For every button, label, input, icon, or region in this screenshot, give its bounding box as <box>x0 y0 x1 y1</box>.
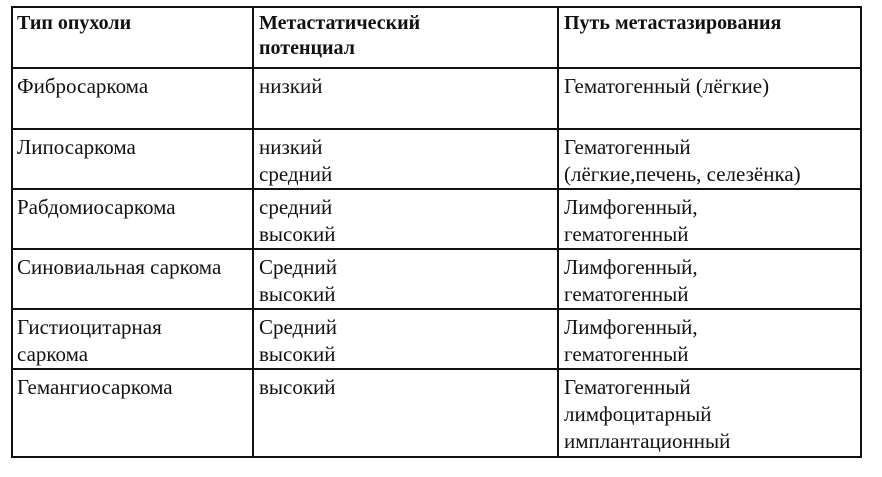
table-row <box>13 190 860 250</box>
table-row <box>13 130 860 190</box>
table-header-row <box>13 8 860 69</box>
metastatic-potential-cell: Средний высокий <box>254 310 559 368</box>
metastasis-route-cell: Лимфогенный, гематогенный <box>564 255 698 306</box>
tumor-type-cell: Синовиальная саркома <box>13 250 254 308</box>
tumor-type-cell: Липосаркома <box>13 130 254 188</box>
table-row <box>13 69 860 130</box>
header-metastatic-potential: Метастатический потенциал <box>254 8 559 67</box>
table-row <box>13 250 860 310</box>
table-row <box>13 370 860 456</box>
metastatic-potential-cell: низкий <box>254 69 559 128</box>
tumor-type-cell: Гемангиосаркома <box>13 370 254 456</box>
metastatic-potential-cell: высокий <box>254 370 559 456</box>
metastasis-route-cell: Лимфогенный, гематогенный <box>564 195 698 246</box>
metastasis-route-cell: Гематогенный (лёгкие) <box>564 74 770 98</box>
sarcoma-metastasis-table <box>11 6 862 458</box>
tumor-type-cell: Рабдомиосаркома <box>13 190 254 248</box>
metastatic-potential-cell: низкий средний <box>254 130 559 188</box>
table-row <box>13 310 860 370</box>
metastasis-route-cell: Гематогенный (лёгкие,печень, селезёнка) <box>564 135 801 186</box>
metastatic-potential-cell: Средний высокий <box>254 250 559 308</box>
header-tumor-type: Тип опухоли <box>13 8 254 67</box>
tumor-type-cell: Гистиоцитарная саркома <box>13 310 254 368</box>
metastatic-potential-cell: средний высокий <box>254 190 559 248</box>
metastasis-route-cell: Лимфогенный, гематогенный <box>564 315 698 366</box>
header-metastasis-route: Путь метастазирования <box>564 12 782 34</box>
metastasis-route-cell: Гематогенный лимфоцитарный имплантационный <box>564 375 731 453</box>
tumor-type-cell: Фибросаркома <box>13 69 254 128</box>
